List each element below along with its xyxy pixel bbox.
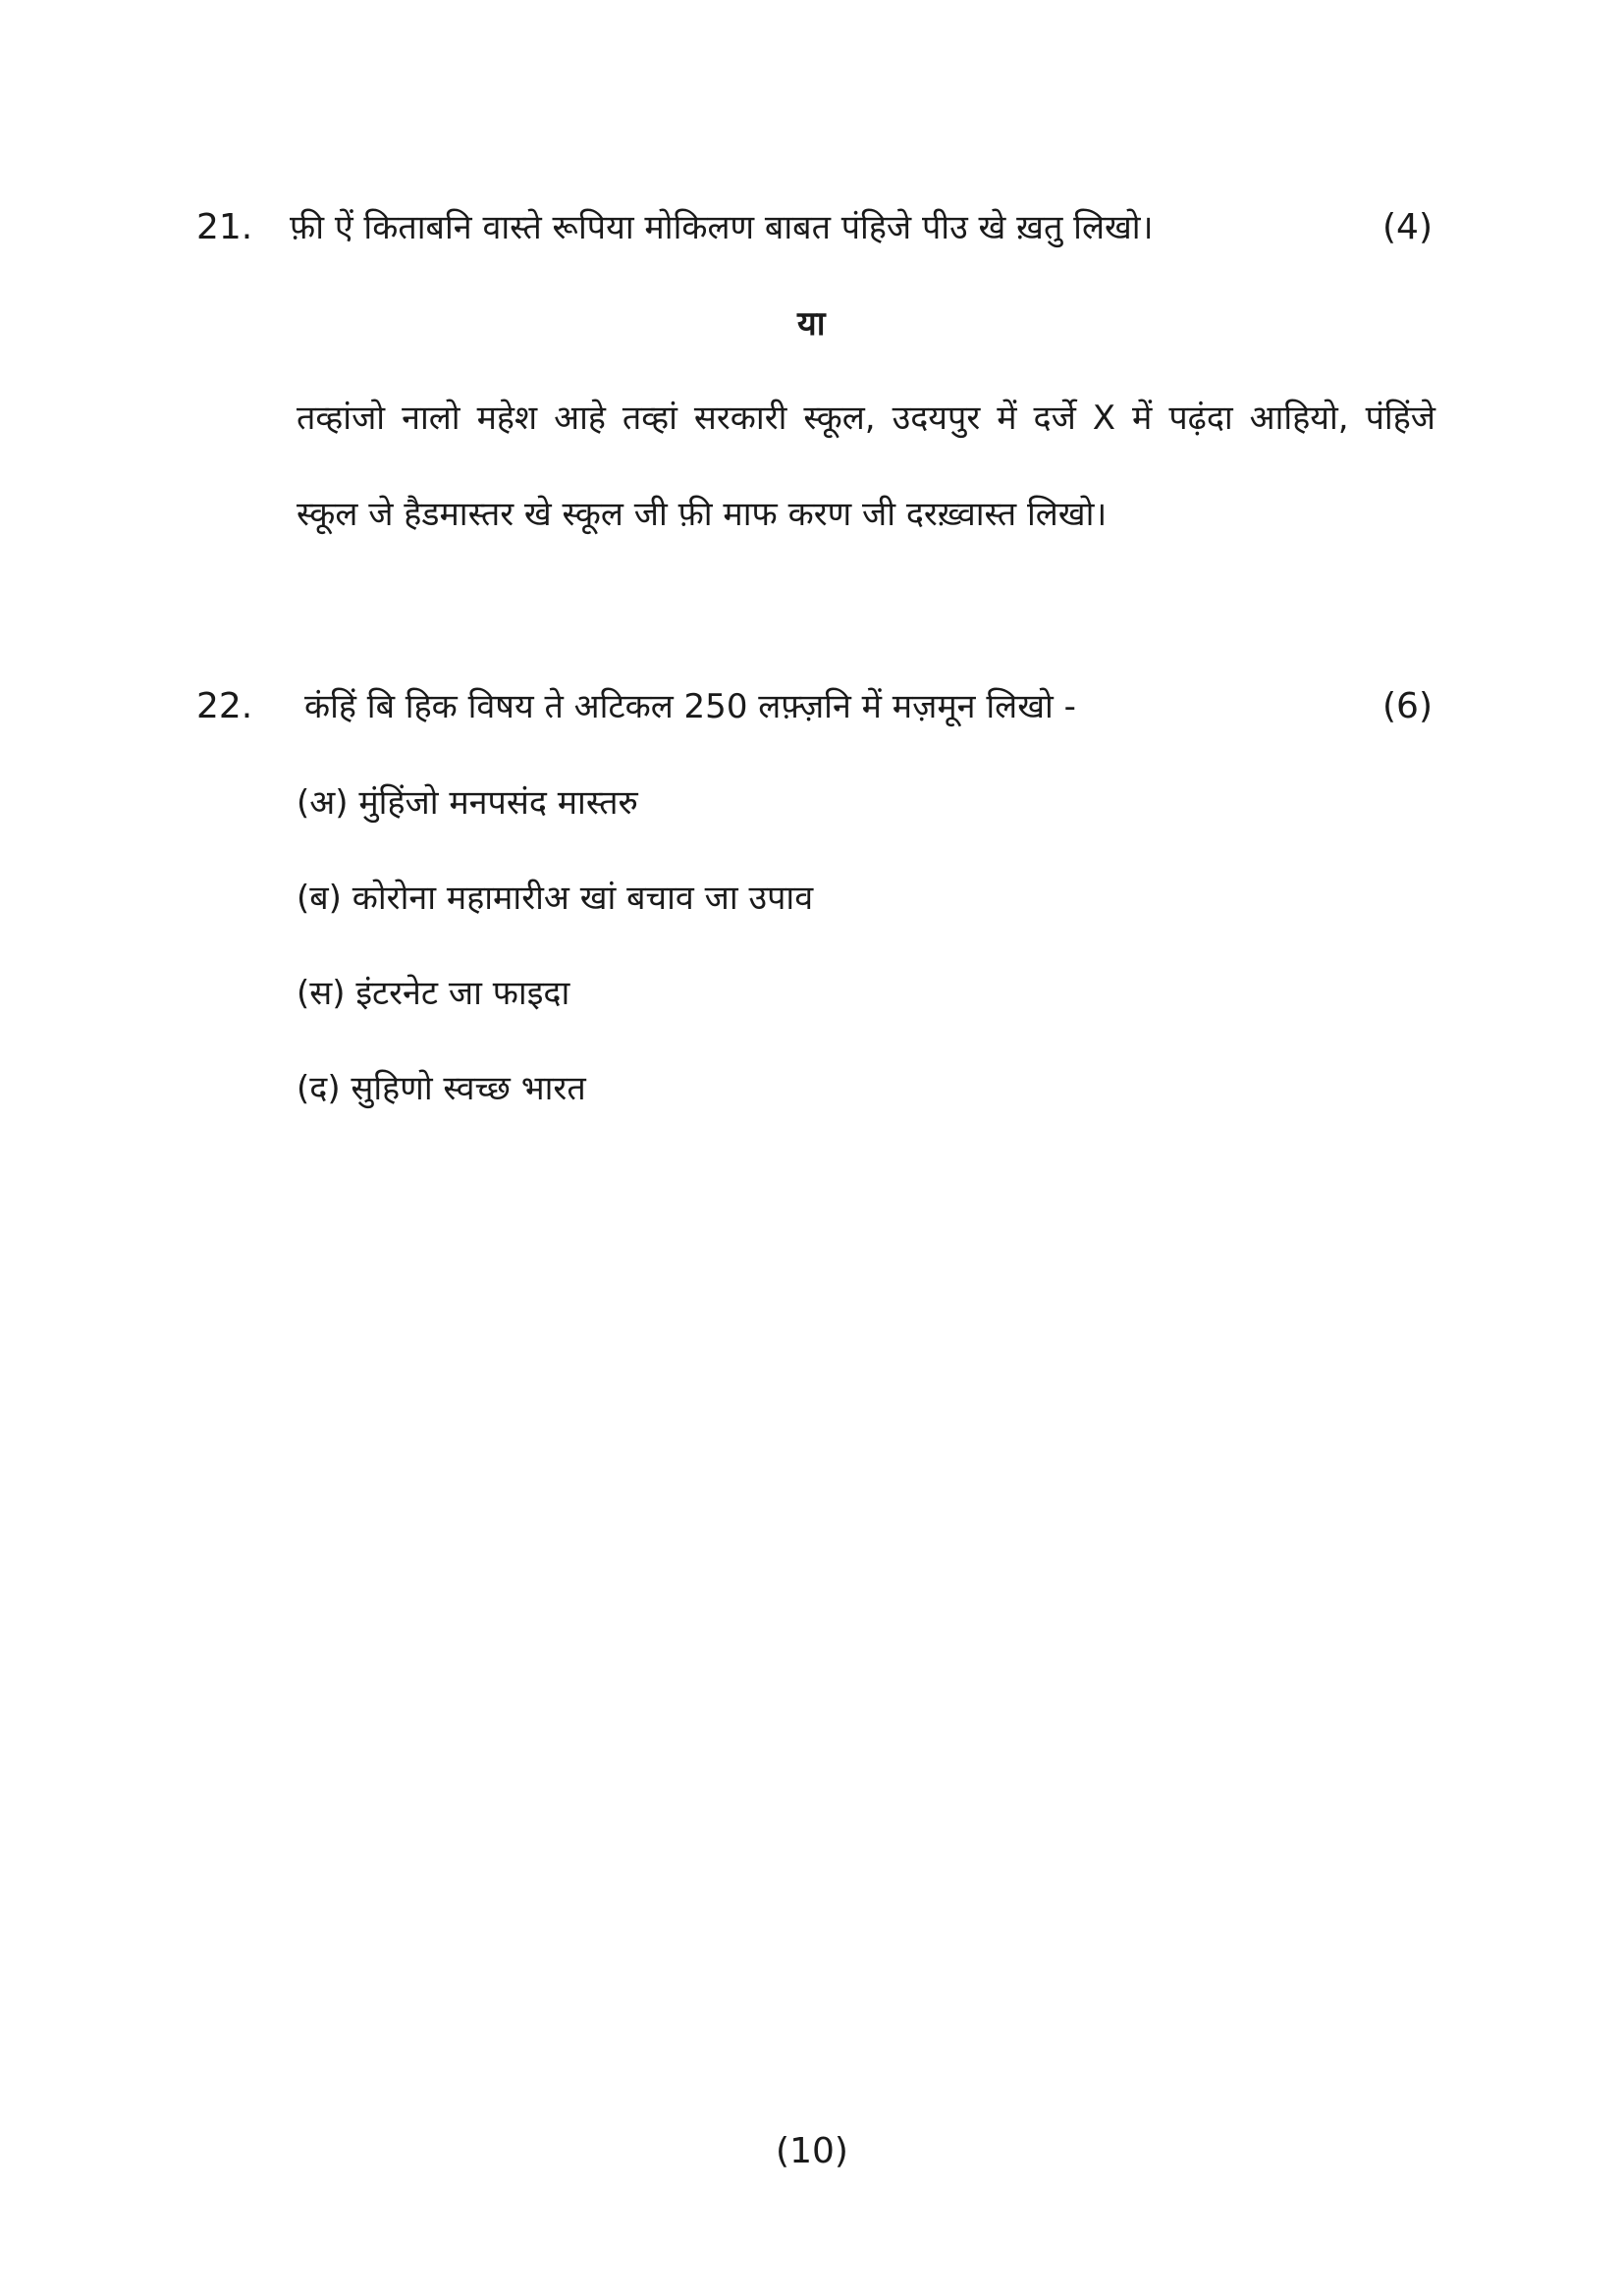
- question-22-text: कंहिं बि हिक विषय ते अटिकल 250 लफ़्ज़नि में मज़मून लिखो -: [304, 687, 1076, 726]
- question-22-marks: (6): [1382, 686, 1433, 726]
- question-22-option-c: (स) इंटरनेट जा फाइदा: [297, 974, 570, 1013]
- question-21-alt-line-1: तव्हांजो नालो महेश आहे तव्हां सरकारी स्कूल, उदयपुर में दर्जे X में पढ़ंदा आहियो, पंहिंजे: [297, 399, 1435, 438]
- page-number: (10): [776, 2131, 848, 2171]
- question-22-option-d: (द) सुहिणो स्वच्छ भारत: [297, 1069, 586, 1108]
- question-21-number: 21.: [196, 207, 253, 247]
- question-21-marks: (4): [1382, 207, 1433, 247]
- question-22-option-a: (अ) मुंहिंजो मनपसंद मास्तरु: [297, 783, 638, 823]
- question-21-text: फ़ी ऐं किताबनि वास्ते रूपिया मोकिलण बाबत पंहिजे पीउ खे ख़तु लिखो।: [290, 208, 1154, 247]
- or-label: या: [797, 304, 826, 344]
- question-22-option-b: (ब) कोरोना महामारीअ खां बचाव जा उपाव: [297, 879, 814, 918]
- question-21-alt-line-2: स्कूल जे हैडमास्तर खे स्कूल जी फ़ी माफ करण जी दरख़्वास्त लिखो।: [297, 495, 1108, 534]
- question-22-number: 22.: [196, 686, 253, 726]
